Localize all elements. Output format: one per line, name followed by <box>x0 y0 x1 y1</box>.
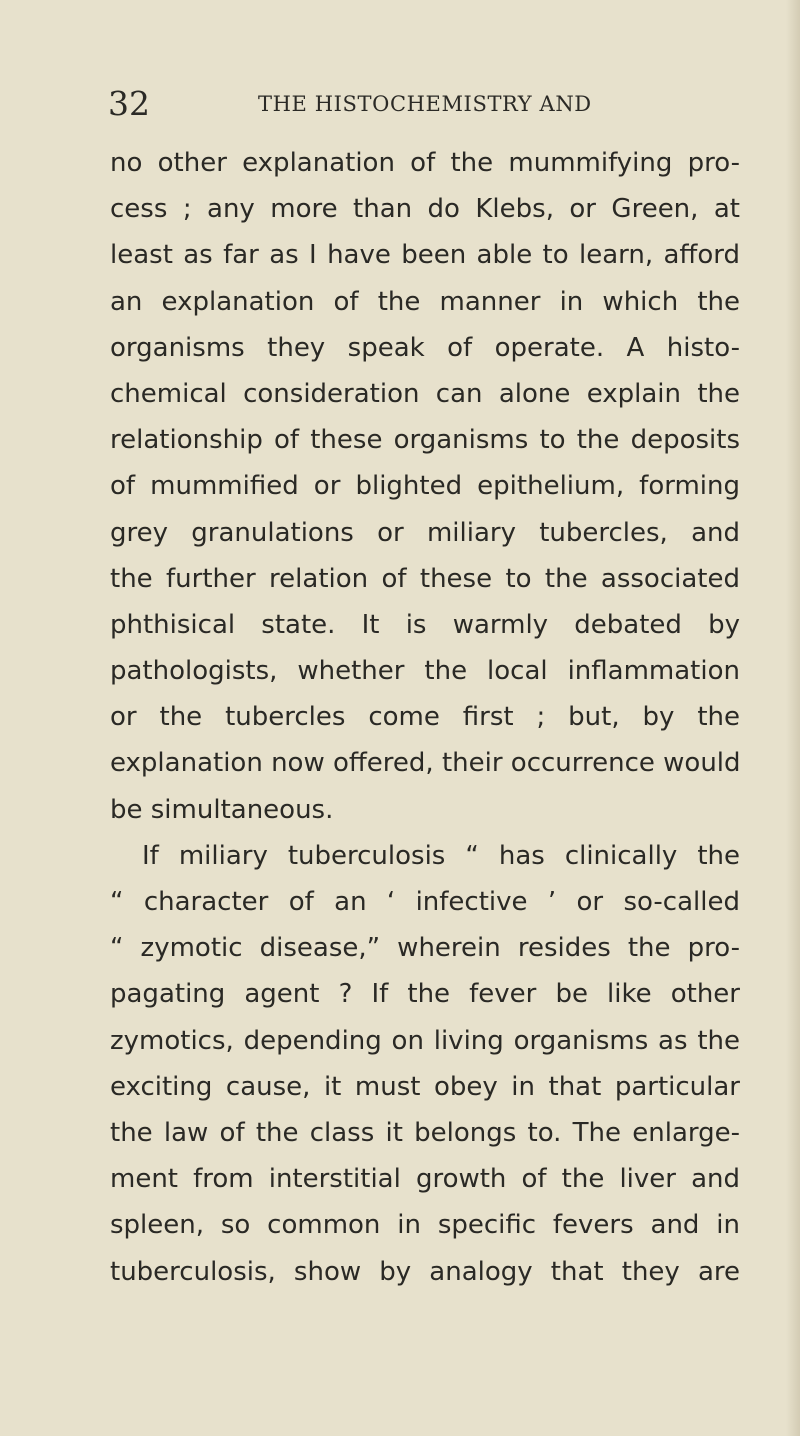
text-line: be simultaneous. <box>110 794 334 825</box>
text-line: “ zymotic disease,” wherein resides the pro- <box>110 933 740 964</box>
text-line: zymotics, depending on living organisms as the <box>110 1025 740 1056</box>
text-line: an explanation of the manner in which the <box>110 286 740 317</box>
text-line: no other explanation of the mummifying pro- <box>110 148 740 178</box>
text-line: phthisical state. It is warmly debated by <box>110 609 740 640</box>
text-line: spleen, so common in specific fevers and in <box>110 1210 740 1241</box>
text-line: ment from interstitial growth of the liver and <box>110 1164 740 1195</box>
page-number: 32 <box>108 84 150 123</box>
text-line: the further relation of these to the associated <box>110 563 740 594</box>
text-line: relationship of these organisms to the deposits <box>110 425 740 456</box>
text-line: pagating agent ? If the fever be like other <box>110 979 740 1010</box>
text-line: chemical consideration can alone explain the <box>110 378 740 409</box>
text-line: of mummified or blighted epithelium, forming <box>110 471 740 502</box>
text-line: grey granulations or miliary tubercles, and <box>110 517 740 548</box>
paragraph-2 <box>110 833 740 1295</box>
text-line: pathologists, whether the local inflammation <box>110 656 740 687</box>
page-edge-shadow <box>786 0 800 1436</box>
text-line: cess ; any more than do Klebs, or Green, at <box>110 194 740 225</box>
text-line: If miliary tuberculosis “ has clinically the <box>142 840 740 871</box>
running-head <box>108 86 738 122</box>
running-title: THE HISTOCHEMISTRY AND <box>258 92 592 116</box>
paragraph-1 <box>110 140 740 833</box>
text-line: exciting cause, it must obey in that particular <box>110 1071 740 1102</box>
text-line: the law of the class it belongs to. The enlarge- <box>110 1117 740 1148</box>
text-line: least as far as I have been able to learn, afford <box>110 240 740 271</box>
text-line: or the tubercles come first ; but, by the <box>110 702 740 733</box>
text-line: tuberculosis, show by analogy that they are <box>110 1256 740 1287</box>
text-line: “ character of an ‘ infective ’ or so-called <box>110 887 740 917</box>
text-line: explanation now offered, their occurrence would <box>110 748 741 779</box>
text-line: organisms they speak of operate. A histo- <box>110 332 740 363</box>
body-text <box>110 140 740 1295</box>
